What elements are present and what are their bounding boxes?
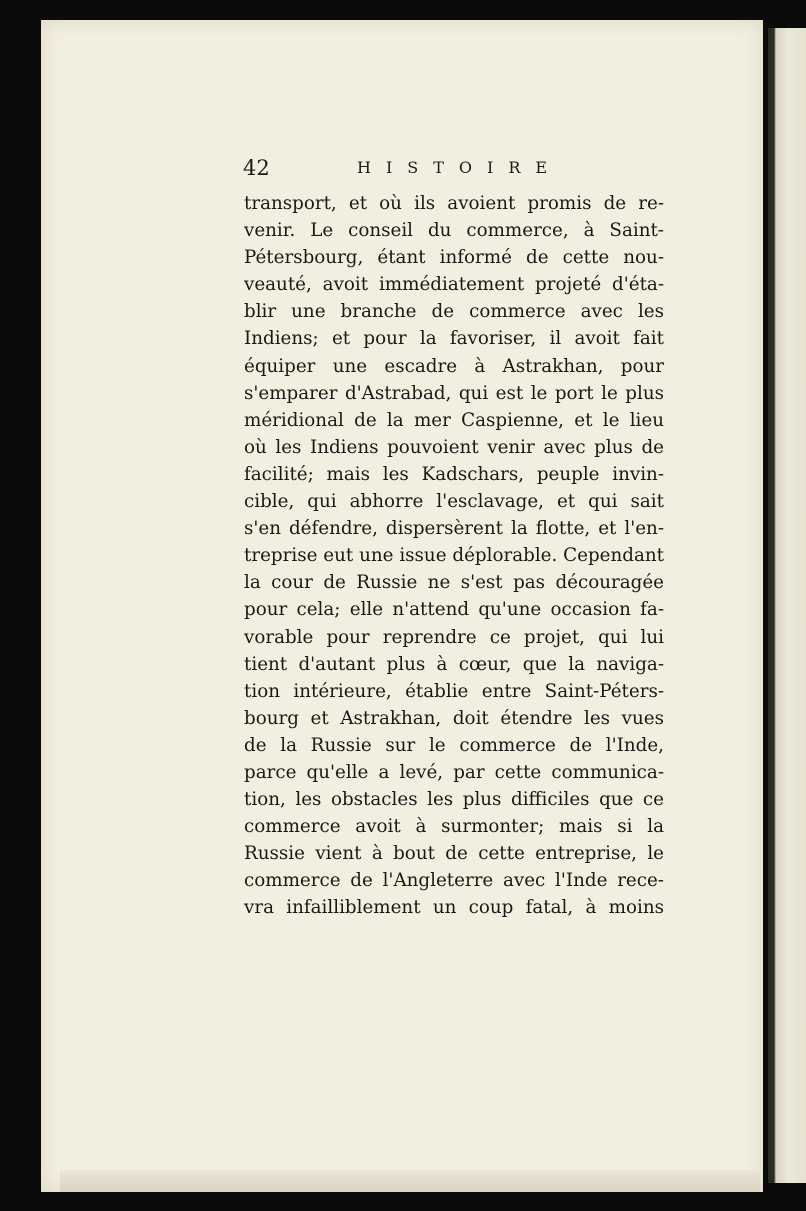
text-line: vorable pour reprendre ce projet, qui lui — [244, 626, 664, 648]
text-line: pour cela; elle n'attend qu'une occasion fa- — [244, 599, 664, 621]
text-line: veauté, avoit immédiatement projeté d'éta- — [244, 274, 664, 296]
text-line: commerce avoit à surmonter; mais si la — [244, 816, 664, 838]
text-line: Russie vient à bout de cette entreprise, le — [244, 843, 664, 865]
facing-page-edge — [768, 28, 806, 1183]
text-line: tion, les obstacles les plus difficiles que ce — [244, 789, 664, 811]
text-line: cible, qui abhorre l'esclavage, et qui sait — [244, 491, 664, 513]
text-line: où les Indiens pouvoient venir avec plus de — [244, 436, 664, 458]
text-line: Pétersbourg, étant informé de cette nou- — [244, 247, 664, 269]
running-head — [243, 156, 663, 186]
text-line: méridional de la mer Caspienne, et le lieu — [244, 409, 664, 431]
page-number: 42 — [243, 156, 270, 180]
text-line: la cour de Russie ne s'est pas découragée — [244, 572, 664, 594]
text-line: facilité; mais les Kadschars, peuple invin- — [244, 463, 664, 485]
text-line: équiper une escadre à Astrakhan, pour — [244, 355, 664, 377]
text-line: vra infailliblement un coup fatal, à moins — [244, 897, 664, 919]
text-line: parce qu'elle a levé, par cette communica- — [244, 761, 664, 783]
text-line: Indiens; et pour la favoriser, il avoit fait — [244, 328, 664, 350]
text-line: transport, et où ils avoient promis de re- — [244, 193, 664, 214]
body-text — [244, 190, 664, 922]
text-line: venir. Le conseil du commerce, à Saint- — [244, 220, 664, 242]
text-line: s'emparer d'Astrabad, qui est le port le plus — [244, 382, 664, 404]
text-line: commerce de l'Angleterre avec l'Inde rece- — [244, 870, 664, 892]
text-line: treprise eut une issue déplorable. Cependant — [244, 545, 664, 567]
text-line: tient d'autant plus à cœur, que la naviga- — [244, 653, 664, 675]
text-line: s'en défendre, dispersèrent la flotte, et l'en- — [244, 518, 664, 540]
text-line: tion intérieure, établie entre Saint-Péters- — [244, 680, 664, 702]
text-line: bourg et Astrakhan, doit étendre les vues — [244, 707, 664, 729]
text-line: blir une branche de commerce avec les — [244, 301, 664, 323]
text-line: de la Russie sur le commerce de l'Inde, — [244, 734, 664, 756]
running-title: HISTOIRE — [357, 158, 563, 177]
page-bottom-edge — [60, 1170, 760, 1192]
